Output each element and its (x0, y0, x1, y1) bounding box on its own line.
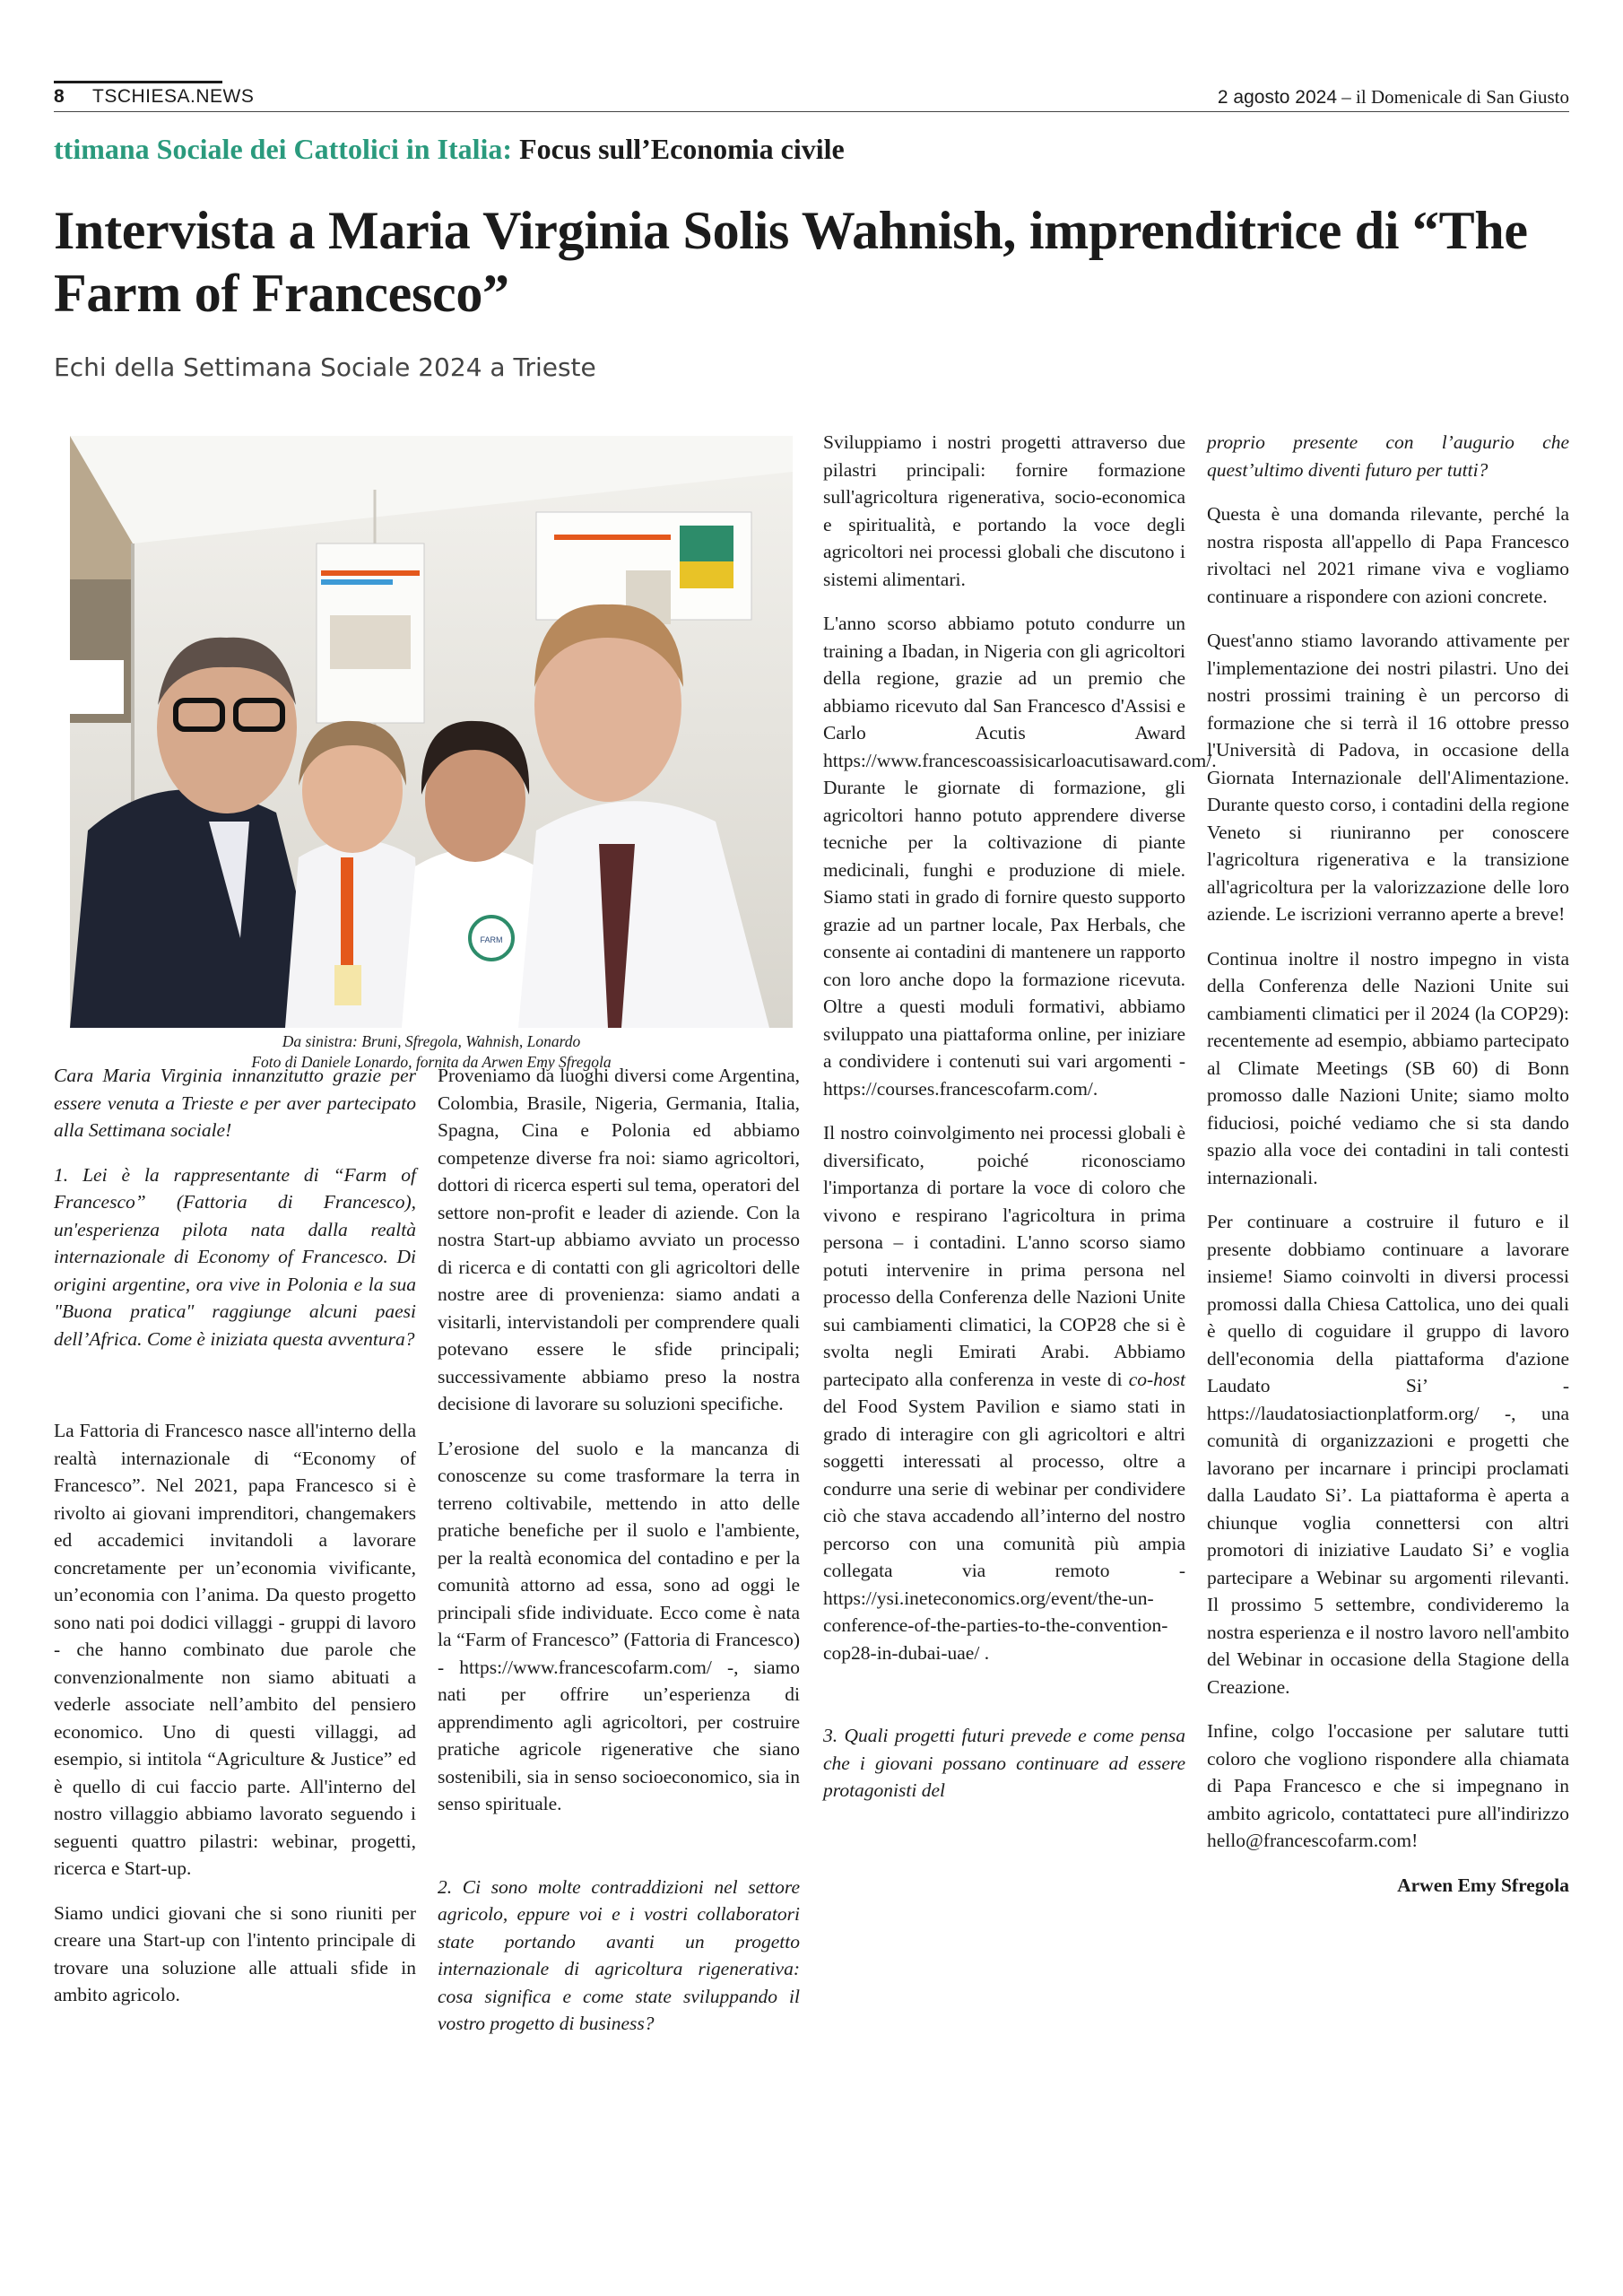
issue-date: 2 agosto 2024 (1217, 87, 1338, 108)
answer-1-paragraph-4: L’erosione del suolo e la mancanza di conoscenze su come trasformare la terra in terreno coltivabile, mettendo in atto delle pratiche benefiche per il suolo e l'ambiente, per la realtà economica del contadino e per la comunità attorno ad essa, sono ad oggi le principali sfide individuate. Ecco come è nata la “Farm of Francesco” (Fattoria di Francesco) - https://www.francescofarm.com/ -, siamo nati per offrire un’esperienza di apprendimento agli agricoltori, per costruire pratiche agricole rigenerative che siano sostenibili, sia in senso socioeconomico, sia in senso spirituale. (438, 1437, 800, 1814)
article-title: Intervista a Maria Virginia Solis Wahnish, imprenditrice di “The Farm of Francesco” (54, 201, 1528, 323)
caption-credit: Foto di Daniele Lonardo, fornita da Arwen Emy Sfregola (251, 1053, 612, 1071)
issue-name: il Domenicale di San Giusto (1356, 86, 1569, 108)
answer-2-paragraph-1: Sviluppiamo i nostri progetti attraverso due pilastri principali: fornire formazione sull'agricoltura rigenerativa, socio-economica e spiritualità, e portando la voce degli agricoltori nei processi globali che discutono i sistemi alimentari. (823, 431, 1185, 590)
kicker-topic: Focus sull’Economia civile (512, 133, 845, 165)
answer-2-p3-cohost: co-host (1128, 1368, 1185, 1390)
issue-info (1218, 86, 1569, 109)
section-kicker (54, 133, 845, 166)
kicker-series: ttimana Sociale dei Cattolici in Italia: (54, 133, 513, 165)
photo-illustration (70, 436, 793, 1028)
question-2: 2. Ci sono molte contraddizioni nel settore agricolo, eppure voi e i vostri collaboratori state portando avanti un progetto internazionale di agricoltura rigenerativa: cosa significa e come state sviluppando il vostro progetto di business? (438, 1875, 800, 2034)
answer-2-paragraph-2: L'anno scorso abbiamo potuto condurre un training a Ibadan, in Nigeria con gli agricoltori della regione, grazie ad un premio che abbiamo ricevuto dal San Francesco d'Assisi e Carlo Acutis Award https://www.francescoassisicarloacutisaward.com/. Durante le giornate di formazione, gli agricoltori hanno potuto apprendere diverse tecniche per la coltivazione di piante medicinali, funghi e produzione di miele. Siamo stati in grado di fornire questo supporto grazie ad un partner locale, Pax Herbals, che consente ai contadini di mantenere un rapporto con loro anche dopo la formazione ricevuta. Oltre a questi moduli formativi, abbiamo sviluppato una piattaforma online, per iniziare a condividere i contenuti sui vari argomenti - https://courses.francescofarm.com/. (823, 613, 1217, 1100)
svg-text:FARM: FARM (480, 935, 503, 944)
page-number: 8 (54, 86, 65, 107)
question-1: 1. Lei è la rappresentante di “Farm of Francesco” (Fattoria di Francesco), un'esperienza pilota nata dalla realtà internazionale di Economy of Francesco. Di origini argentine, ora vive in Polonia e la sua "Buona pratica" raggiunge alcuni paesi dell’Africa. Come è iniziata questa avventura? (54, 1163, 416, 1350)
answer-1-paragraph-1: La Fattoria di Francesco nasce all'interno della realtà internazionale di “Economy of Francesco”. Nel 2021, papa Francesco si è rivolto ai giovani imprenditori, changemakers ed accademici invitandoli a lavorare concretamente per un’economia vivificante, un’economia con l’anima. Da questo progetto sono nati poi dodici villaggi - gruppi di lavoro - che hanno combinato due parole che convenzionalmente non siamo abituati a vederle associate nell’ambito del pensiero economico. Uno di questi villaggi, ad esempio, si intitola “Agriculture & Justice” ed è quello di cui faccio parte. All'interno del nostro villaggio abbiamo lavorato seguendo i seguenti quattro pilastri: webinar, progetti, ricerca e Start-up. (54, 1420, 416, 1879)
answer-3-paragraph-4: Per continuare a costruire il futuro e il presente dobbiamo continuare a lavorare insieme! Siamo coinvolti in diversi processi promossi dalla Chiesa Cattolica, uno dei quali è quello di coguidare il gruppo di lavoro dell'economia della piattaforma d'azione Laudato Si’ - https://laudatosiactionplatform.org/ -, una comunità di organizzazioni e progetti che lavorano per incarnare i principi proclamati dalla Laudato Si’. La piattaforma è aperta a chiunque voglia connettersi con altri promotori di iniziative Laudato Si’ e voglia partecipare a Webinar su argomenti rilevanti. Il prossimo 5 settembre, condivideremo la nostra esperienza e il nostro lavoro nell'ambito del Webinar in occasione della Stagione della Creazione. (1207, 1211, 1569, 1698)
answer-2-paragraph-3 (823, 1119, 1185, 1666)
answer-1-paragraph-3: Proveniamo da luoghi diversi come Argentina, Colombia, Brasile, Nigeria, Germania, Italia, Spagna, Cina e Polonia ed abbiamo competenze diverse fra noi: siamo agricoltori, dottori di ricerca esperti sul tema, operatori del settore non-profit e leader di aziende. Con la nostra Start-up abbiamo avviato un processo di ricerca e di contatti con gli agricoltori delle nostre aree di provenienza: siamo andati a visitarli, intervistandoli per comprendere quali potevano essere le sfide principali; successivamente abbiamo preso la nostra decisione di lavorare su soluzioni specifiche. (438, 1065, 800, 1414)
answer-2-p3-end: del Food System Pavilion e siamo stati in grado di interagire con gli agricoltori e altri soggetti interessati al processo, oltre a condurre una serie di webinar per condividere ciò che stava accadendo all’interno del nostro percorso con una comunità più ampia collegata via remoto - https://ysi.ineteconomics.org/event/the-un-conference-of-the-parties-to-the-convention-cop28-in-dubai-uae/ . (823, 1396, 1185, 1664)
answer-2-p3-start: Il nostro coinvolgimento nei processi globali è diversificato, poiché riconosciamo l'importanza di portare la voce di coloro che vivono e respirano l'agricoltura in prima persona – i contadini. L'anno scorso siamo potuti intervenire in prima persona nel processo della Conferenza delle Nazioni Unite sui cambiamenti climatici, la COP28 che si è svolta negli Emirati Arabi. Abbiamo partecipato alla conferenza in veste di (823, 1122, 1185, 1390)
publication-name: TSCHIESA.NEWS (92, 86, 255, 107)
header-rule (54, 111, 1569, 112)
issue-separator: – (1337, 86, 1357, 108)
question-3-continued: proprio presente con l’augurio che quest’ultimo diventi futuro per tutti? (1207, 431, 1569, 481)
answer-3-paragraph-1: Questa è una domanda rilevante, perché la nostra risposta all'appello di Papa Francesco rivoltaci nel 2021 rimane viva e vogliamo continuare a rispondere con azioni concrete. (1207, 503, 1569, 607)
answer-3-paragraph-5: Infine, colgo l'occasione per salutare tutti coloro che vogliono rispondere alla chiamata di Papa Francesco e che si impegnano in ambito agricolo, contattateci pure all'indirizzo hello@francescofarm.com! (1207, 1720, 1569, 1851)
person-2 (285, 721, 424, 1028)
column-3 (823, 429, 1217, 1822)
article-photo (70, 436, 793, 1028)
column-2 (438, 1062, 800, 2055)
article-subtitle: Echi della Settimana Sociale 2024 a Trieste (54, 352, 596, 382)
answer-3-paragraph-2: Quest'anno stiamo lavorando attivamente per l'implementazione dei nostri pilastri. Uno dei nostri prossimi training è un percorso di formazione che si terrà il 16 ottobre presso l'Università di Padova, in occasione della Giornata Internazionale dell'Alimentazione. Durante questo corso, i contadini della regione Veneto si riuniranno per conoscere l'agricoltura rigenerativa e la transizione all'agricoltura per la valorizzazione delle loro aziende. Le iscrizioni verranno aperte a breve! (1207, 630, 1569, 925)
question-3: 3. Quali progetti futuri prevede e come pensa che i giovani possano continuare ad essere protagonisti del (823, 1725, 1185, 1801)
banner-left (317, 544, 424, 723)
answer-3-paragraph-3: Continua inoltre il nostro impegno in vista della Conferenza delle Nazioni Unite sui cambiamenti climatici per il 2024 (la COP29): recentemente ad esempio, abbiamo partecipato al Climate Meetings (SB 60) di Bonn promosso dalle Nazioni Unite; siamo molto fiduciosi, poiché vediamo che si sta dando spazio alla voce dei contadini in tali contesti internazionali. (1207, 947, 1569, 1188)
top-rule (54, 81, 222, 83)
banner-right (536, 512, 751, 624)
author-signature: Arwen Emy Sfregola (1397, 1874, 1569, 1896)
intro-question: Cara Maria Virginia innanzitutto grazie per essere venuta a Trieste e per aver partecipato alla Settimana sociale! (54, 1065, 416, 1141)
caption-people: Da sinistra: Bruni, Sfregola, Wahnish, Lonardo (282, 1032, 581, 1050)
column-1 (54, 1062, 416, 2026)
answer-1-paragraph-2: Siamo undici giovani che si sono riuniti per creare una Start-up con l'intento principale di trovare una soluzione alle attuali sfide in ambito agricolo. (54, 1901, 416, 2005)
column-4 (1207, 429, 1569, 1916)
